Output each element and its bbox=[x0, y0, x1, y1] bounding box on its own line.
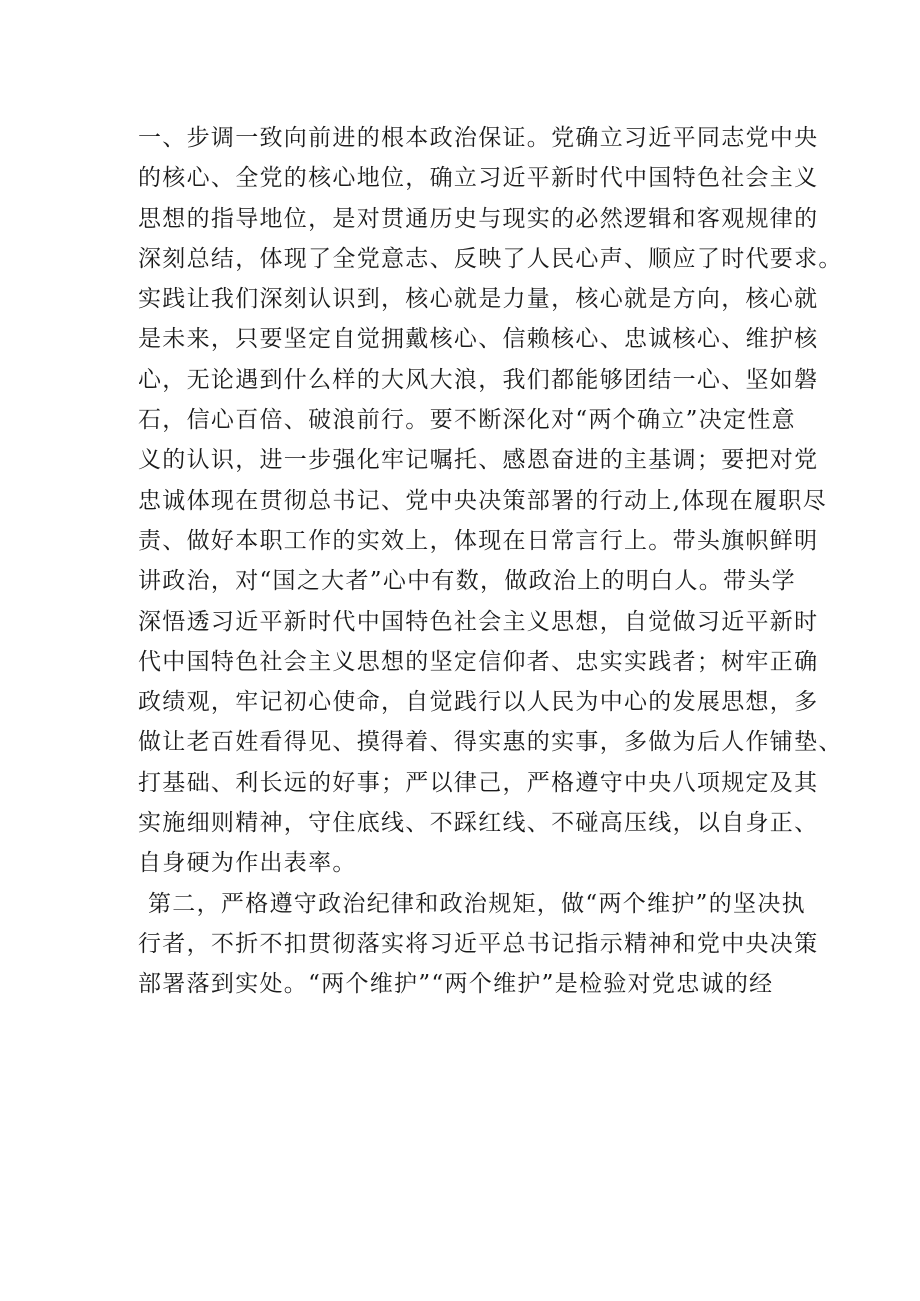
text-line: 实践让我们深刻认识到，核心就是力量，核心就是方向，核心就 bbox=[138, 286, 819, 313]
paragraph-1 bbox=[138, 118, 843, 884]
document-body bbox=[138, 118, 843, 1005]
text-line: 做让老百姓看得见、摸得着、得实惠的实事，多做为后人作铺垫、 bbox=[138, 729, 843, 756]
text-line: 深悟透习近平新时代中国特色社会主义思想，自觉做习近平新时 bbox=[138, 608, 819, 635]
text-line: 忠诚体现在贯彻总书记、党中央决策部署的行动上,体现在履职尽 bbox=[138, 487, 828, 514]
text-line: 第二，严格遵守政治纪律和政治规矩，做“两个维护”的坚决执 bbox=[148, 890, 806, 917]
text-line: 打基础、利长远的好事；严以律己，严格遵守中央八项规定及其 bbox=[138, 769, 819, 796]
text-line: 自身硬为作出表率。 bbox=[138, 850, 357, 877]
text-line: 心，无论遇到什么样的大风大浪，我们都能够团结一心、坚如磐 bbox=[138, 366, 819, 393]
text-line: 实施细则精神，守住底线、不踩红线、不碰高压线，以自身正、 bbox=[138, 810, 819, 837]
text-line: 深刻总结，体现了全党意志、反映了人民心声、顺应了时代要求。 bbox=[138, 245, 843, 272]
text-line: 讲政治，对“国之大者”心中有数，做政治上的明白人。带头学 bbox=[138, 568, 796, 595]
text-line: 责、做好本职工作的实效上，体现在日常言行上。带头旗帜鲜明 bbox=[138, 527, 819, 554]
text-line: 是未来，只要坚定自觉拥戴核心、信赖核心、忠诚核心、维护核 bbox=[138, 326, 819, 353]
text-line: 的核心、全党的核心地位，确立习近平新时代中国特色社会主义 bbox=[138, 165, 819, 192]
text-line: 义的认识，进一步强化牢记嘱托、感恩奋进的主基调；要把对党 bbox=[138, 447, 819, 474]
text-line: 部署落到实处。“两个维护”“两个维护”是检验对党忠诚的经 bbox=[138, 971, 774, 998]
text-line: 一、步调一致向前进的根本政治保证。党确立习近平同志党中央 bbox=[138, 125, 819, 151]
text-line: 行者，不折不扣贯彻落实将习近平总书记指示精神和党中央决策 bbox=[138, 930, 819, 957]
text-line: 政绩观，牢记初心使命，自觉践行以人民为中心的发展思想，多 bbox=[138, 689, 819, 716]
text-line: 思想的指导地位，是对贯通历史与现实的必然逻辑和客观规律的 bbox=[138, 205, 819, 232]
paragraph-2 bbox=[138, 884, 838, 1005]
text-line: 代中国特色社会主义思想的坚定信仰者、忠实实践者；树牢正确 bbox=[138, 648, 819, 675]
text-line: 石，信心百倍、破浪前行。要不断深化对“两个确立”决定性意 bbox=[138, 407, 796, 434]
